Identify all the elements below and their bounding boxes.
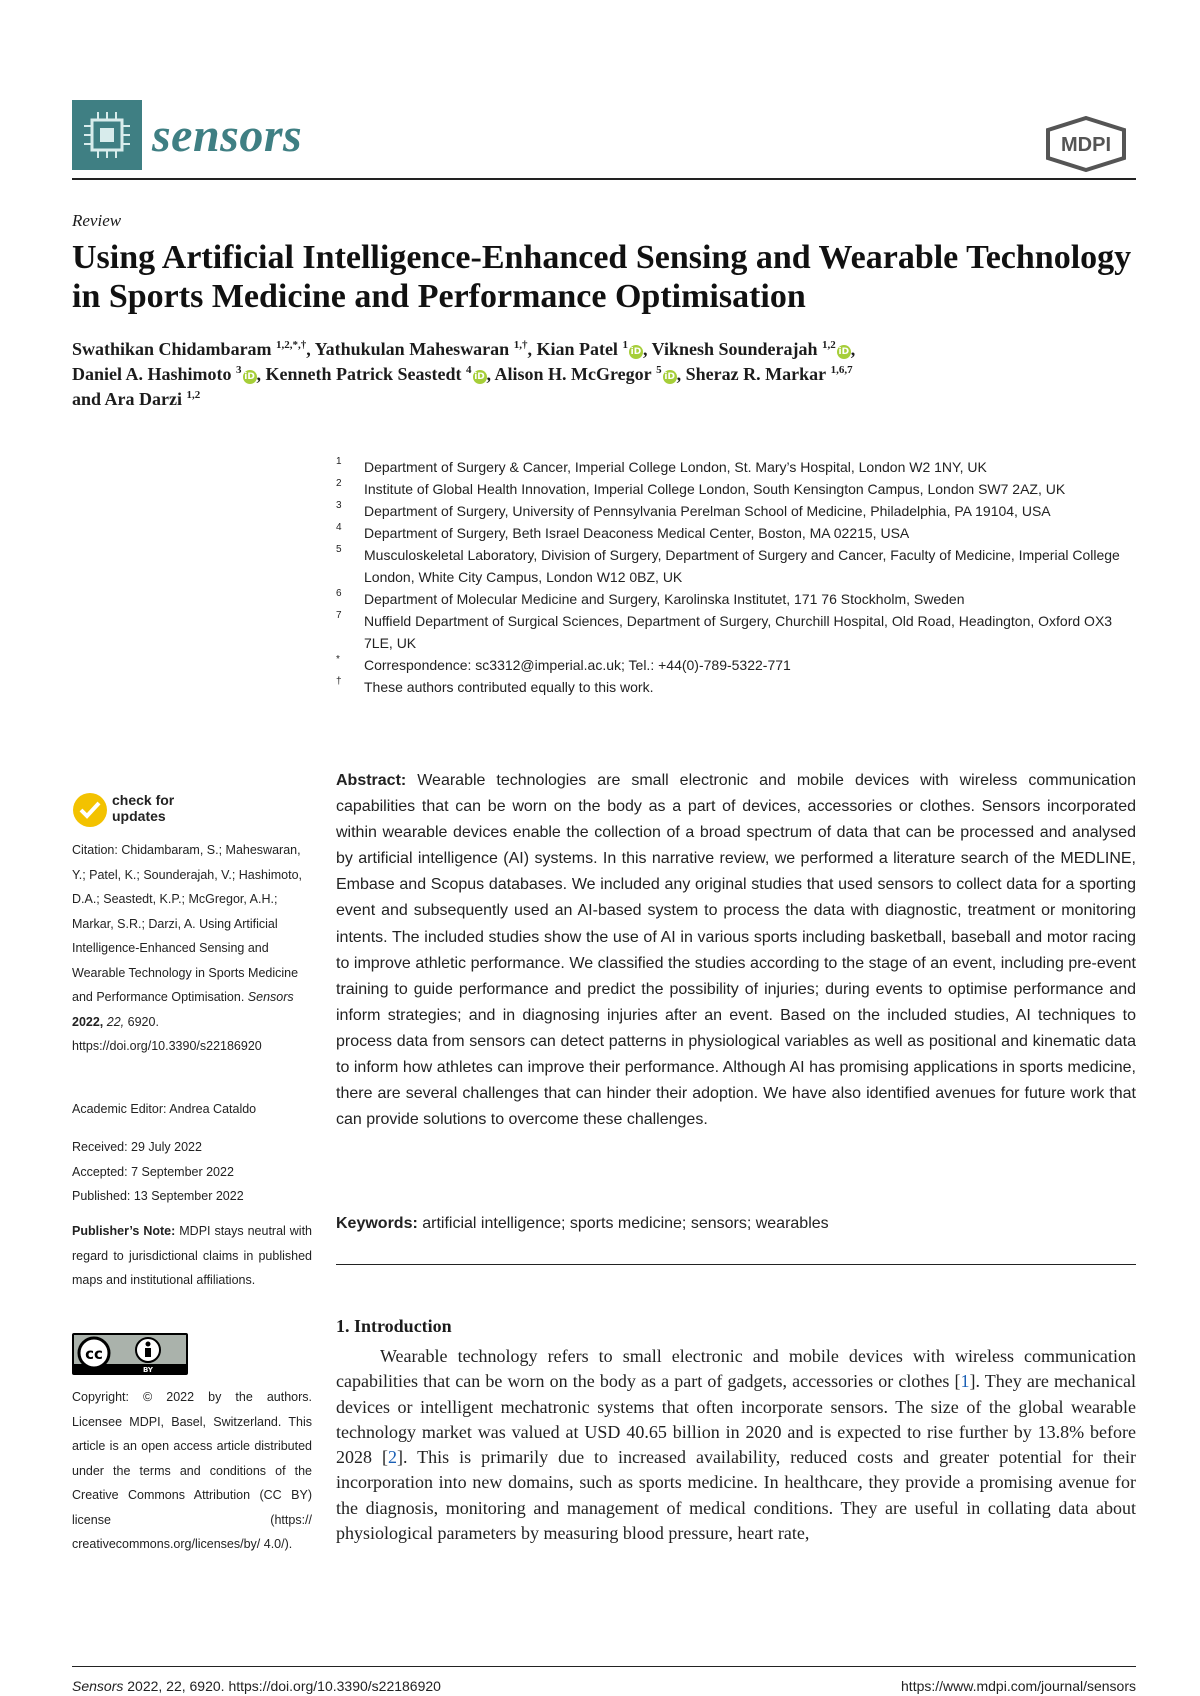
abstract bbox=[336, 768, 1136, 1133]
keywords bbox=[336, 1211, 1136, 1237]
author-affil-sup: 1,2,*,† bbox=[276, 339, 307, 351]
section-heading: 1. Introduction bbox=[336, 1316, 452, 1336]
footer-citation: Sensors 2022, 22, 6920. https://doi.org/10.3390/s22186920 bbox=[72, 1678, 441, 1694]
header-rule bbox=[72, 178, 1136, 180]
published-date: Published: 13 September 2022 bbox=[72, 1189, 244, 1203]
author-name[interactable]: Daniel A. Hashimoto bbox=[72, 364, 232, 384]
keywords-label: Keywords: bbox=[336, 1215, 418, 1232]
citation-doi-link[interactable]: 6920. https://doi.org/10.3390/s22186920 bbox=[72, 1014, 262, 1053]
affiliation-item: 3 Department of Surgery, University of Pennsylvania Perelman School of Medicine, Philadelphia, PA 19104, USA bbox=[336, 500, 1051, 519]
footer-journal-url[interactable]: https://www.mdpi.com/journal/sensors bbox=[901, 1678, 1136, 1694]
affiliation-item: 6 Department of Molecular Medicine and Surgery, Karolinska Institutet, 171 76 Stockholm, Sweden bbox=[336, 588, 965, 607]
affiliations-list bbox=[336, 456, 1136, 698]
affiliation-item: 7 Nuffield Department of Surgical Sciences, Department of Surgery, Churchill Hospital, Old Road, Headington, Oxford OX3 7LE, UK bbox=[336, 610, 1113, 651]
intro-paragraph: Wearable technology refers to small electronic and mobile devices with wireless communication capabilities that can be worn on the body as a part of gadgets, accessories or clothes [1]. They are mechanical devices or intelligent mechatronic systems that often incorporate sensors. The size of the global wearable technology market was valued at USD 40.65 billion in 2020 and is expected to rise further by 13.8% before 2028 [2]. This is primarily due to increased availability, reduced costs and greater potential for their incorporation into new domains, such as sports medicine. In healthcare, they provide a promising avenue for the diagnosis, monitoring and management of medical conditions. They are useful in collating data about physiological parameters by measuring blood pressure, heart rate, bbox=[336, 1346, 1136, 1544]
citation-block: Citation: Chidambaram, S.; Maheswaran, Y.; Patel, K.; Sounderajah, V.; Hashimoto, D.A.; Seastedt, K.P.; McGregor, A.H.; Markar, S.R.; Darzi, A. Using Artificial Intelligence-Enhanced Sensing and Wearable Technology in Sports Medicine and Performance Optimisation. Sensors 2022, 22, 6920. https://doi.org/10.3390/s22186920 bbox=[72, 843, 303, 1053]
affiliation-item: 4 Department of Surgery, Beth Israel Deaconess Medical Center, Boston, MA 02215, USA bbox=[336, 522, 910, 541]
journal-logo-icon bbox=[72, 100, 142, 170]
footer-doi-link[interactable]: 2022, 22, 6920. https://doi.org/10.3390/s22186920 bbox=[127, 1678, 441, 1694]
keywords-text: artificial intelligence; sports medicine; sensors; wearables bbox=[422, 1215, 829, 1232]
author-affil-sup: 1,6,7 bbox=[830, 364, 853, 376]
svg-text:BY: BY bbox=[142, 1366, 154, 1374]
accepted-date: Accepted: 7 September 2022 bbox=[72, 1164, 234, 1179]
dates-block bbox=[72, 1135, 312, 1209]
svg-text:cc: cc bbox=[85, 1345, 103, 1363]
author-affil-sup: 4 bbox=[466, 364, 472, 376]
check-for-updates-badge[interactable] bbox=[72, 790, 212, 830]
author-affil-sup: 1,2 bbox=[822, 339, 836, 351]
author-affil-sup: 1,† bbox=[513, 339, 528, 351]
article-title: Using Artificial Intelligence-Enhanced Sensing and Wearable Technology in Sports Medicine and Performance Optimisation bbox=[72, 239, 1132, 315]
equal-contribution-note: † These authors contributed equally to this work. bbox=[336, 676, 654, 695]
orcid-icon[interactable]: iD bbox=[664, 372, 675, 382]
abstract-text: Wearable technologies are small electronic and mobile devices with wireless communication capabilities that can be worn on the body as a part of devices, accessories or clothes. Sensors incorporated within wearable devices enable the collection of a broad spectrum of data that can be processed and analysed by artificial intelligence (AI) systems. In this narrative review, we performed a literature search of the MEDLINE, Embase and Scopus databases. We included any original studies that used sensors to collect data for a sporting event and subsequently used an AI-based system to process the data with diagnostic, treatment or monitoring intents. The included studies show the use of AI in various sports including basketball, baseball and motor racing to improve athletic performance. We classified the studies according to the stage of an event, including pre-event training to guide performance and predict the possibility of injuries; during events to optimise performance and inform strategies; and in diagnosing injuries after an event. Based on the included studies, AI techniques to process data from sensors can detect patterns in physiological variables as well as positional and kinematic data to inform how athletes can improve their performance. Although AI has promising applications in sports medicine, there are several challenges that can hinder their adoption. We have also identified avenues for future work that can provide solutions to overcome these challenges. bbox=[336, 772, 1137, 1129]
abstract-label: Abstract: bbox=[336, 772, 407, 789]
author-name[interactable]: and Ara Darzi bbox=[72, 389, 182, 409]
author-affil-sup: 1,2 bbox=[186, 389, 201, 401]
publisher-note: Publisher’s Note: MDPI stays neutral with regard to jurisdictional claims in published maps and institutional affiliations. bbox=[72, 1224, 312, 1287]
citation-link[interactable]: 2 bbox=[387, 1447, 397, 1468]
author-name[interactable]: Sheraz R. Markar bbox=[685, 364, 827, 384]
academic-editor: Academic Editor: Andrea Cataldo bbox=[72, 1102, 257, 1116]
author-affil-sup: 1 bbox=[622, 339, 628, 351]
check-updates-line1: check for bbox=[112, 792, 175, 808]
svg-text:MDPI: MDPI bbox=[1061, 134, 1111, 156]
cc-by-license-icon[interactable] bbox=[72, 1333, 188, 1375]
received-date: Received: 29 July 2022 bbox=[72, 1140, 202, 1154]
author-affil-sup: 3 bbox=[236, 364, 242, 376]
citation-link[interactable]: 1 bbox=[960, 1371, 970, 1392]
author-name[interactable]: Yathukulan Maheswaran bbox=[314, 339, 510, 359]
copyright-notice: Copyright: © 2022 by the authors. Licensee MDPI, Basel, Switzerland. This article is an open access article distributed under the terms and conditions of the Creative Commons Attribution (CC BY) license (https:// creativecommons.org/licenses/by/ 4.0/). bbox=[72, 1390, 312, 1551]
mdpi-logo-icon bbox=[1044, 116, 1128, 172]
author-list: Swathikan Chidambaram $^{1,2,*,\dagger}$, Yathukulan Maheswaran $^{1,\dagger}$, Kian Patel $^1$iD, Viknesh Sounderajah $^{1,2}$iD, Daniel A. Hashimoto $^3$iD, Kenneth Patrick Seastedt $^4$iD, Alison H. McGregor $^5$iD, Sheraz R. Markar $^{1,6,7}$ and Ara Darzi $^{1,2}$ bbox=[72, 339, 856, 409]
affiliation-item: 1 Department of Surgery & Cancer, Imperial College London, St. Mary’s Hospital, London W2 1NY, UK bbox=[336, 456, 987, 475]
author-name[interactable]: Kenneth Patrick Seastedt bbox=[265, 364, 462, 384]
author-name[interactable]: Viknesh Sounderajah bbox=[651, 339, 818, 359]
orcid-icon[interactable]: iD bbox=[474, 372, 485, 382]
abstract-divider bbox=[336, 1264, 1136, 1265]
author-affil-sup: 5 bbox=[656, 364, 662, 376]
affiliation-item: 2 Institute of Global Health Innovation, Imperial College London, South Kensington Campus, London SW7 2AZ, UK bbox=[336, 478, 1066, 497]
orcid-icon[interactable]: iD bbox=[630, 347, 642, 357]
article-type: Review bbox=[72, 211, 122, 230]
check-updates-line2: updates bbox=[112, 808, 166, 824]
affiliation-item: 5 Musculoskeletal Laboratory, Division of Surgery, Department of Surgery and Cancer, Faculty of Medicine, Imperial College London, White City Campus, London W12 0BZ, UK bbox=[336, 544, 1120, 585]
journal-name: sensors bbox=[152, 109, 303, 162]
correspondence[interactable]: * Correspondence: sc3312@imperial.ac.uk; Tel.: +44(0)-789-5322-771 bbox=[336, 654, 791, 673]
footer-rule bbox=[72, 1666, 1136, 1667]
author-name[interactable]: Alison H. McGregor bbox=[494, 364, 652, 384]
author-name[interactable]: Kian Patel bbox=[536, 339, 618, 359]
orcid-icon[interactable]: iD bbox=[838, 347, 850, 357]
orcid-icon[interactable]: iD bbox=[244, 372, 255, 382]
author-name[interactable]: Swathikan Chidambaram bbox=[72, 339, 272, 359]
